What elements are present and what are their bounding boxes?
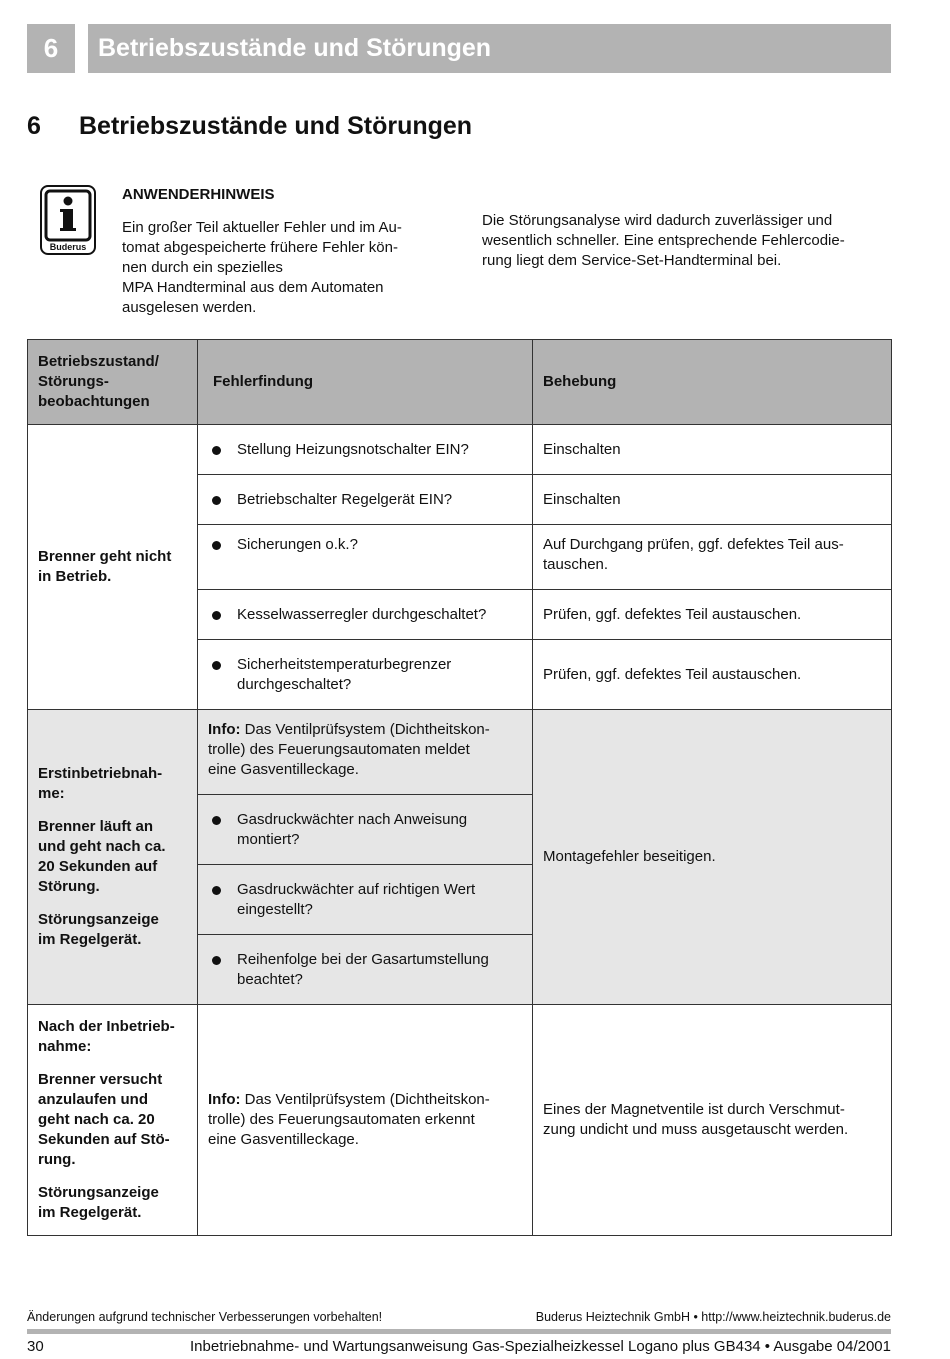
bullet-icon bbox=[212, 541, 221, 550]
bullet-icon bbox=[212, 886, 221, 895]
remedy-cell: Auf Durchgang prüfen, ggf. defektes Teil aus- tauschen. bbox=[533, 525, 892, 590]
header-remedy: Behebung bbox=[533, 340, 892, 425]
finding-cell: Sicherheitstemperaturbegrenzer durchgeschaltet? bbox=[198, 640, 533, 710]
bullet-icon bbox=[212, 446, 221, 455]
finding-cell: Reihenfolge bei der Gasartumstellung beachtet? bbox=[198, 935, 533, 1005]
condition-cell: Brenner geht nicht in Betrieb. bbox=[28, 425, 198, 710]
info-cell: Info: Das Ventilprüfsystem (Dichtheitskon- trolle) des Feuerungsautomaten erkennt eine Gasventilleckage. bbox=[198, 1005, 533, 1236]
buderus-label: Buderus bbox=[49, 242, 87, 252]
finding-cell: Gasdruckwächter nach Anweisung montiert? bbox=[198, 795, 533, 865]
remedy-cell: Eines der Magnetventile ist durch Verschmut- zung undicht und muss ausgetauscht werden. bbox=[533, 1005, 892, 1236]
finding-cell: Kesselwasserregler durchgeschaltet? bbox=[198, 590, 533, 640]
remedy-cell: Prüfen, ggf. defektes Teil austauschen. bbox=[533, 590, 892, 640]
condition-cell: Nach der Inbetrieb- nahme: Brenner versucht anzulaufen und geht nach ca. 20 Sekunden auf Stö- rung. Störungsanzeige im Regelgerät. bbox=[28, 1005, 198, 1236]
remedy-cell: Einschalten bbox=[533, 425, 892, 475]
remedy-cell: Prüfen, ggf. defektes Teil austauschen. bbox=[533, 640, 892, 710]
troubleshooting-table bbox=[27, 339, 892, 1236]
bullet-icon bbox=[212, 956, 221, 965]
section-number: 6 bbox=[27, 112, 41, 140]
bullet-icon bbox=[212, 496, 221, 505]
chapter-number-tab: 6 bbox=[27, 24, 75, 73]
table-row bbox=[28, 1005, 892, 1236]
footer-company: Buderus Heiztechnik GmbH • http://www.heiztechnik.buderus.de bbox=[535, 1310, 891, 1324]
table-row bbox=[28, 425, 892, 475]
finding-cell: Stellung Heizungsnotschalter EIN? bbox=[198, 425, 533, 475]
remedy-cell: Einschalten bbox=[533, 475, 892, 525]
finding-cell: Betriebschalter Regelgerät EIN? bbox=[198, 475, 533, 525]
section-heading bbox=[27, 112, 472, 141]
note-text-left: Ein großer Teil aktueller Fehler und im Au- tomat abgespeicherte frühere Fehler kön- nen durch ein spezielles MPA Handterminal aus dem Automaten ausgelesen werden. bbox=[122, 219, 402, 316]
table-header-row bbox=[28, 340, 892, 425]
bullet-icon bbox=[212, 661, 221, 670]
header-finding: Fehlerfindung bbox=[198, 340, 533, 425]
note-text-right: Die Störungsanalyse wird dadurch zuverlässiger und wesentlich schneller. Eine entsprechende Fehlercodie- rung liegt dem Service-Set-Handterminal bei. bbox=[482, 212, 845, 269]
bullet-icon bbox=[212, 611, 221, 620]
remedy-cell: Montagefehler beseitigen. bbox=[533, 710, 892, 1005]
footer-notice: Änderungen aufgrund technischer Verbesserungen vorbehalten! bbox=[27, 1310, 383, 1324]
bullet-icon bbox=[212, 816, 221, 825]
page-number: 30 bbox=[27, 1338, 44, 1355]
document-title: Inbetriebnahme- und Wartungsanweisung Gas-Spezialheizkessel Logano plus GB434 • Ausgabe 04/2001 bbox=[190, 1338, 891, 1355]
finding-cell: Sicherungen o.k.? bbox=[198, 525, 533, 590]
section-title: Betriebszustände und Störungen bbox=[79, 112, 473, 140]
note-title: ANWENDERHINWEIS bbox=[122, 186, 275, 203]
chapter-title-banner: Betriebszustände und Störungen bbox=[88, 24, 891, 73]
header-condition: Betriebszustand/ Störungs- beobachtungen bbox=[28, 340, 198, 425]
finding-cell: Gasdruckwächter auf richtigen Wert eingestellt? bbox=[198, 865, 533, 935]
condition-cell: Erstinbetriebnah- me: Brenner läuft an und geht nach ca. 20 Sekunden auf Störung. Störungsanzeige im Regelgerät. bbox=[28, 710, 198, 1005]
info-icon bbox=[40, 185, 96, 255]
table-row bbox=[28, 710, 892, 795]
info-cell: Info: Das Ventilprüfsystem (Dichtheitskon- trolle) des Feuerungsautomaten meldet eine Gasventilleckage. bbox=[198, 710, 533, 795]
footer-rule bbox=[27, 1329, 891, 1334]
